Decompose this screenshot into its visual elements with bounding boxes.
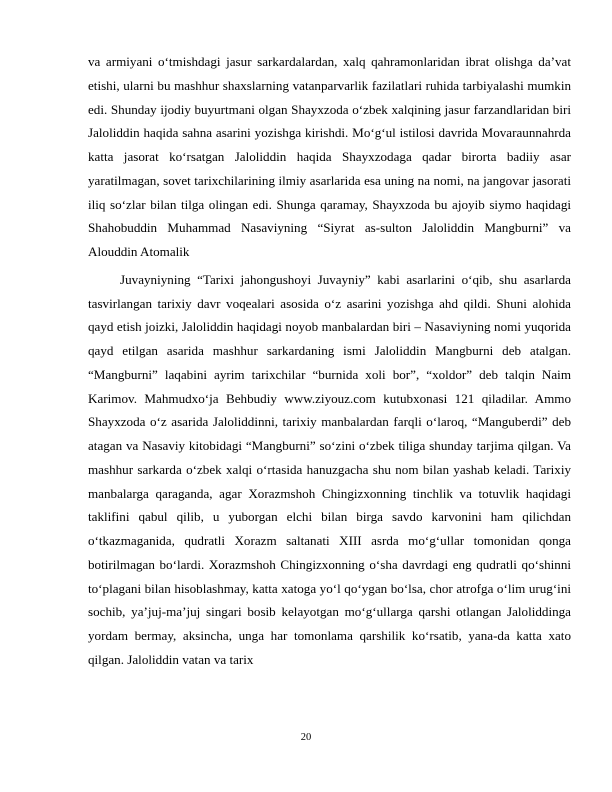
paragraph-1: va armiyani o‘tmishdagi jasur sarkardalardan, xalq qahramonlaridan ibrat olishga da’vat etishi, ularni bu mashhur shaxslarning vatanparvarlik fazilatlari ruhida tarbiyalashi mumkin edi. Shunday ijodiy buyurtmani olgan Shayxzoda o‘zbek xalqining jasur farzandlaridan biri Jaloliddin haqida sahna asarini yozishga kirishdi. Mo‘g‘ul istilosi davrida Movaraunnahrda katta jasorat ko‘rsatgan Jaloliddin haqida Shayxzodaga qadar birorta badiiy asar yaratilmagan, sovet tarixchilarining ilmiy asarlarida esa uning na nomi, na jangovar jasorati iliq so‘zlar bilan tilga olingan edi. Shunga qaramay, Shayxzoda bu ajoyib siymo haqidagi Shahobuddin Muhammad Nasaviyning “Siyrat as-sulton Jaloliddin Mangburni” va Alouddin Atomalik <box>88 54 571 259</box>
paragraph-2: Juvayniyning “Tarixi jahongushoyi Juvayniy” kabi asarlarini o‘qib, shu asarlarda tasvirlangan tarixiy davr voqealari asosida o‘z asarini yozishga ahd qildi. Shuni alohida qayd etish joizki, Jaloliddin haqidagi noyob manbalardan biri – Nasaviyning nomi yuqorida qayd etilgan asarida mashhur sarkardaning ismi Jaloliddin Mangburni deb atalgan. “Mangburni” laqabini ayrim tarixchilar “burnida xoli bor”, “xoldor” deb talqin Naim Karimov. Mahmudxo‘ja Behbudiy www.ziyouz.com kutubxonasi 121 qiladilar. Ammo Shayxzoda o‘z asarida Jaloliddinni, tarixiy manbalardan farqli o‘laroq, “Manguberdi” deb atagan va Nasaviy kitobidagi “Mangburni” so‘zini o‘zbek tiliga shunday tarjima qilgan. Va mashhur sarkarda o‘zbek xalqi o‘rtasida hanuzgacha shu nom bilan yashab keladi. Tarixiy manbalarga qaraganda, agar Xorazmshoh Chingizxonning tinchlik va totuvlik haqidagi taklifini qabul qilib, u yuborgan elchi bilan birga savdo karvonini ham qilichdan o‘tkazmaganida, qudratli Xorazm saltanati XIII asrda mo‘g‘ullar tomonidan qonga botirilmagan bo‘lardi. Xorazmshoh Chingizxonning o‘sha davrdagi eng qudratli qo‘shinni to‘plagani bilan hisoblashmay, katta xatoga yo‘l qo‘ygan bo‘lsa, chor atrofga o‘lim urug‘ini sochib, ya’juj-ma’juj singari bosib kelayotgan mo‘g‘ullarga qarshi otlangan Jaloliddinga yordam bermay, aksincha, unga har tomonlama qarshilik ko‘rsatib, yana-da katta xato qilgan. Jaloliddin vatan va tarix <box>88 271 571 667</box>
document-page <box>88 50 571 672</box>
page-number: 20 <box>300 732 312 743</box>
